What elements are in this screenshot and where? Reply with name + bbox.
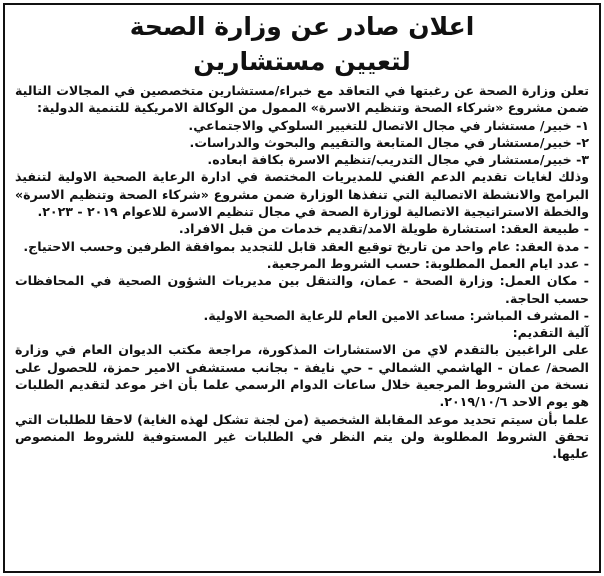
purpose-paragraph: وذلك لغايات تقديم الدعم الفني للمديريات المختصة في ادارة الرعاية الصحية الاولية لتنفيذ البرامج والانشطة الاتصالية التي تنفذها الوزارة ضمن مشروع «شركاء الصحة وتنظيم الاسرة» والخطة الاستراتيجية الاتصالية لوزارة الصحة في مجال تنظيم الاسرة للاعوام ٢٠١٩ - ٢٠٢٣.: [15, 169, 589, 220]
advertisement-border: [3, 3, 601, 573]
announcement-subtitle: لتعيين مستشارين: [193, 47, 411, 76]
field-item-2: ٢- خبير/مستشار في مجال المتابعة والتقييم والبحوث والدراسات.: [189, 134, 589, 150]
intro-paragraph: تعلن وزارة الصحة عن رغبتها في التعاقد مع خبراء/مستشارين متخصصين في المجالات التالية ضمن مشروع «شركاء الصحة وتنظيم الاسرة» الممول من الوكالة الامريكية للتنمية الدولية:: [15, 83, 589, 116]
field-item-3: ٣- خبير/مستشار في مجال التدريب/تنظيم الاسرة بكافة ابعاده.: [207, 152, 589, 168]
announcement-title: اعلان صادر عن وزارة الصحة: [129, 12, 475, 41]
term-contract-type: - طبيعة العقد: استشارة طويلة الامد/تقديم خدمات من قبل الافراد.: [178, 221, 589, 237]
field-item-1: ١- خبير/ مستشار في مجال الاتصال للتغيير السلوكي والاجتماعي.: [188, 117, 589, 133]
mechanism-paragraph: على الراغبين بالتقدم لاي من الاستشارات المذكورة، مراجعة مكتب الديوان العام في وزارة الصحة/ عمان - الهاشمي الشمالي - حي نايفة - بجانب مستشفى الامير حمزة، للحصول على نسخة من الشروط المرجعية خلال ساعات الدوام الرسمي علما بأن اخر موعد لتقديم الطلبات هو يوم الاحد ٢٠١٩/١٠/٦.: [15, 342, 589, 410]
term-work-location: - مكان العمل: وزارة الصحة - عمان، والتنقل بين مديريات الشؤون الصحية في المحافظات حسب الحاجة.: [15, 273, 589, 306]
term-supervisor: - المشرف المباشر: مساعد الامين العام للرعاية الصحية الاولية.: [203, 307, 589, 323]
announcement-body: [15, 82, 589, 463]
term-contract-duration: - مدة العقد: عام واحد من تاريخ توقيع العقد قابل للتجديد بموافقة الطرفين وحسب الاحتياج.: [23, 238, 589, 254]
term-working-days: - عدد ايام العمل المطلوبة: حسب الشروط المرجعية.: [266, 255, 589, 271]
mechanism-heading: آلية التقديم:: [512, 325, 589, 341]
closing-paragraph: علما بأن سيتم تحديد موعد المقابلة الشخصية (من لجنة تشكل لهذه الغاية) لاحقا للطلبات التي تحقق الشروط المطلوبة ولن يتم النظر في الطلبات غير المستوفية للشروط المنصوص عليها.: [15, 411, 589, 462]
